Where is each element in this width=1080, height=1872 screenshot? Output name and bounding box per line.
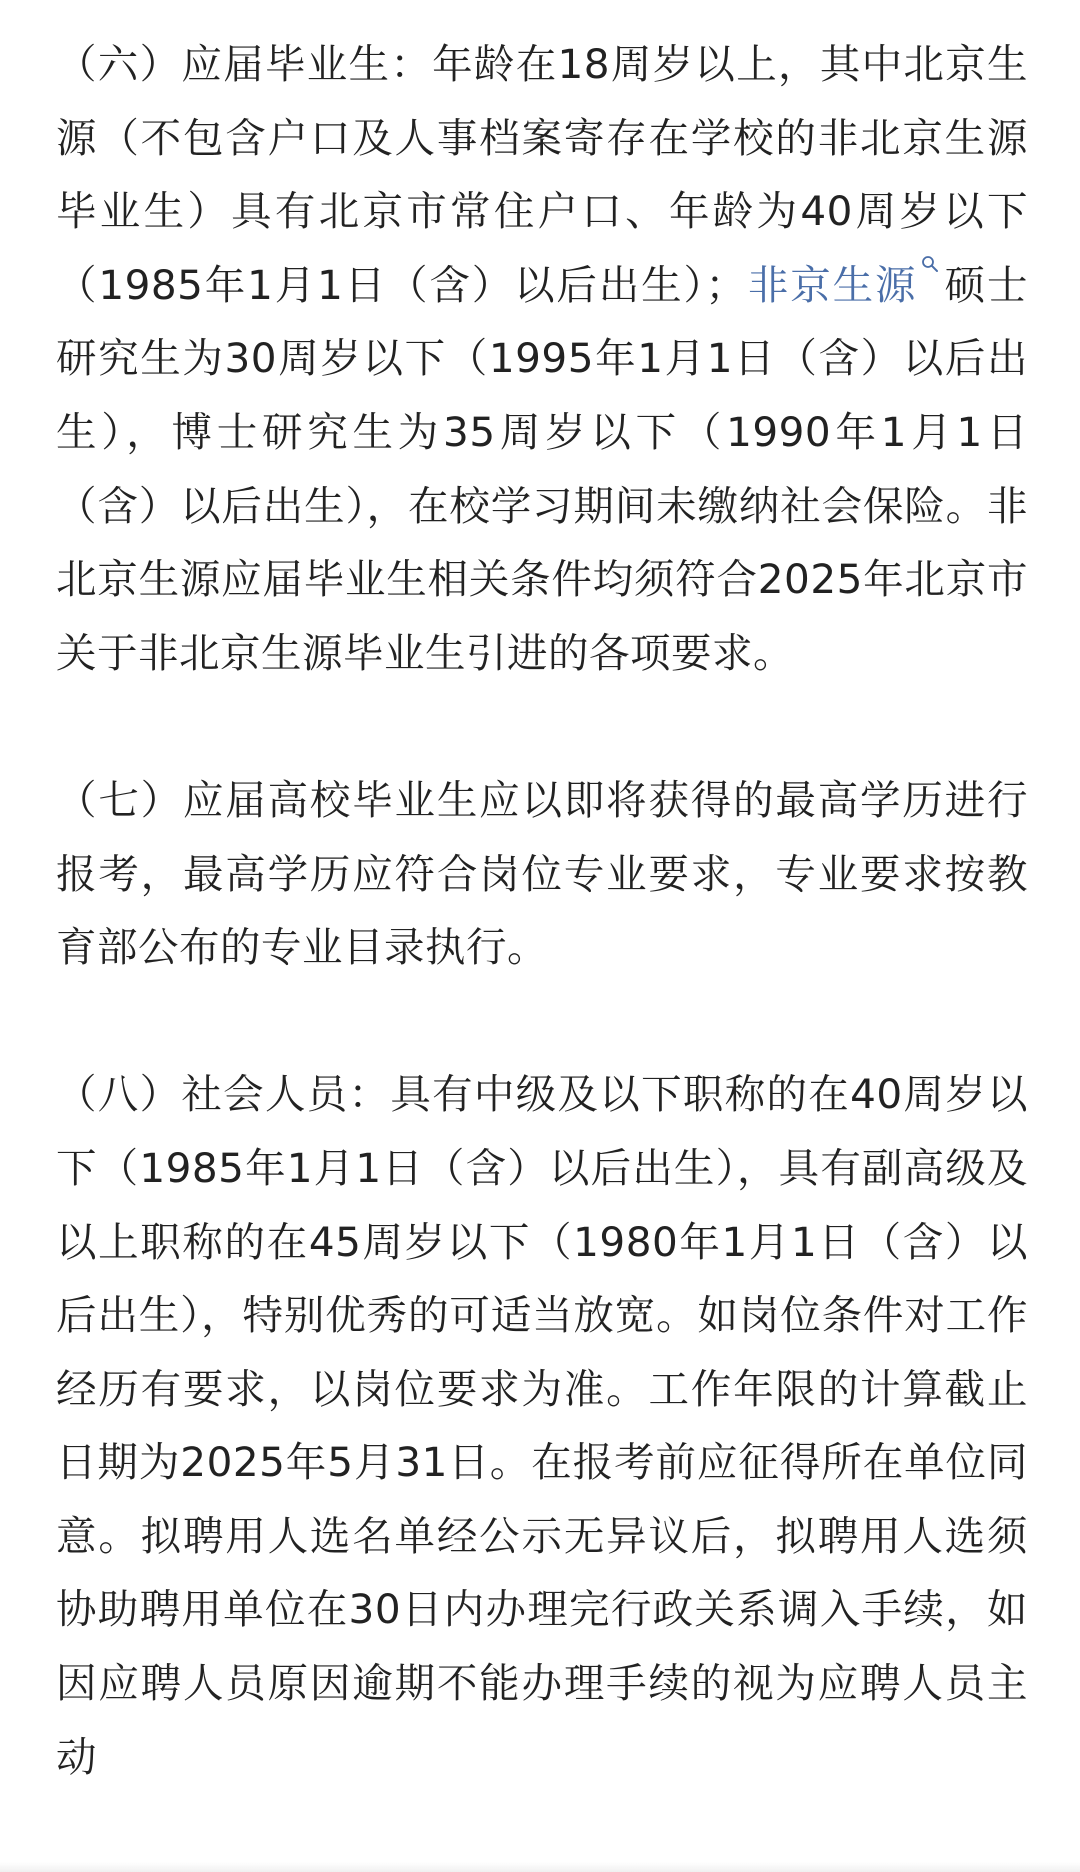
search-link-label[interactable]: 非京生源: [746, 260, 918, 309]
paragraph-spacer: [56, 690, 1028, 764]
paragraph-6-text-before: （六）应届毕业生：年龄在18周岁以上，其中北京生源（不包含户口及人事档案寄存在学校的非北京生源毕业生）具有北京市常住户口、年龄为40周岁以下（1985年1月1日（含）以后出生）；: [56, 40, 1028, 309]
bottom-edge-shadow: [0, 1862, 1080, 1872]
paragraph-7: （七）应届高校毕业生应以即将获得的最高学历进行报考，最高学历应符合岗位专业要求，专业要求按教育部公布的专业目录执行。: [56, 775, 1028, 972]
search-icon[interactable]: [921, 255, 939, 273]
paragraph-spacer: [56, 985, 1028, 1059]
search-link-non-beijing-source[interactable]: [747, 261, 944, 309]
paragraph-8: （八）社会人员：具有中级及以下职称的在40周岁以下（1985年1月1日（含）以后出生），具有副高级及以上职称的在45周岁以下（1980年1月1日（含）以后出生），特别优秀的可适当放宽。如岗位条件对工作经历有要求，以岗位要求为准。工作年限的计算截止日期为2025年5月31日。在报考前应征得所在单位同意。拟聘用人选名单经公示无异议后，拟聘用人选须协助聘用单位在30日内办理完行政关系调入手续，如因应聘人员原因逾期不能办理手续的视为应聘人员主动: [56, 1070, 1028, 1781]
paragraph-6: [56, 28, 1028, 690]
article-body: [56, 28, 1028, 1794]
paragraph-6-text-after: 硕士研究生为30周岁以下（1995年1月1日（含）以后出生），博士研究生为35周岁以下（1990年1月1日（含）以后出生），在校学习期间未缴纳社会保险。非北京生源应届毕业生相关条件均须符合2025年北京市关于非北京生源毕业生引进的各项要求。: [56, 260, 1029, 677]
